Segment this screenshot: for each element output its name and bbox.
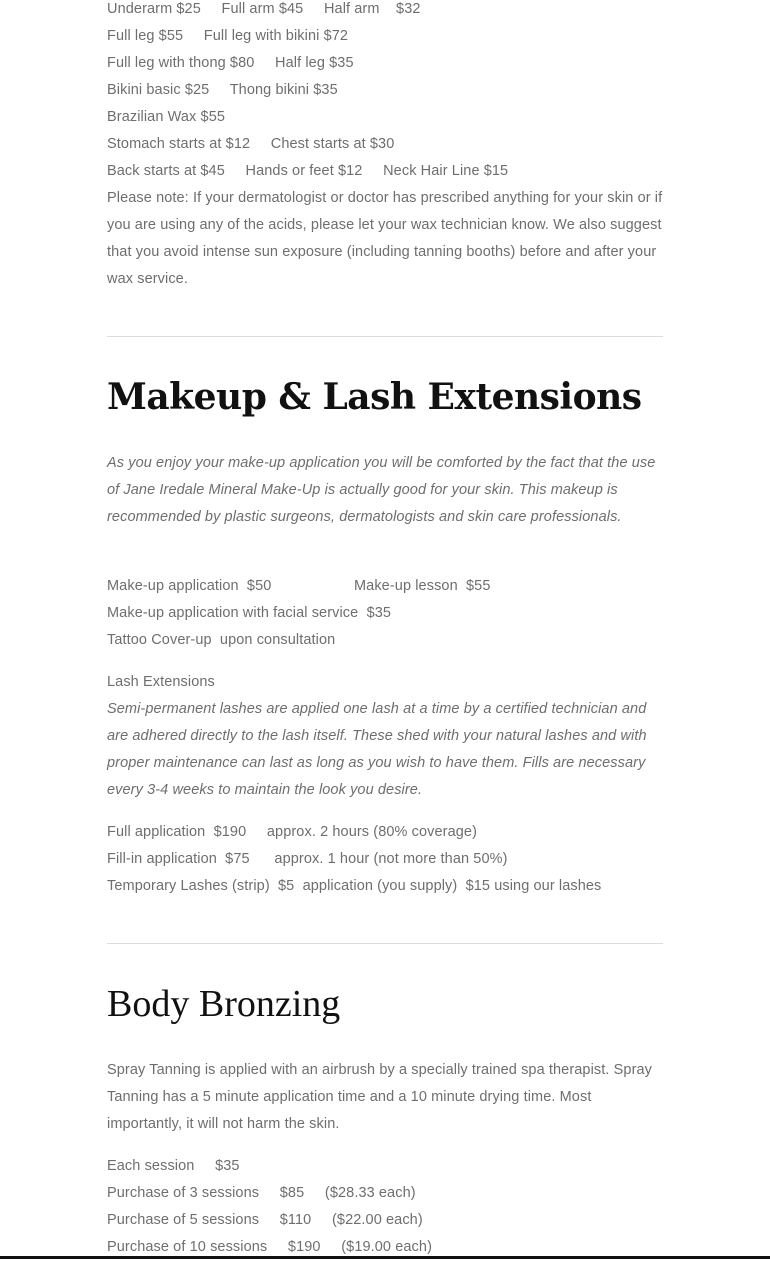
bronzing-price-line: Each session $35 bbox=[107, 1158, 240, 1174]
bronzing-price-line: Purchase of 3 sessions $85 ($28.33 each) bbox=[107, 1185, 416, 1201]
bronzing-price-list bbox=[107, 1153, 663, 1261]
makeup-intro bbox=[107, 450, 663, 531]
section-divider bbox=[107, 336, 663, 337]
makeup-price-line: Tattoo Cover-up upon consultation bbox=[107, 632, 336, 648]
wax-price-line: Underarm $25 Full arm $45 Half arm $32 bbox=[107, 1, 421, 17]
wax-price-line: Stomach starts at $12 Chest starts at $30 bbox=[107, 136, 395, 152]
makeup-price-list bbox=[107, 573, 663, 654]
bronzing-intro-text: Spray Tanning is applied with an airbrush by a specially trained spa therapist. Spray Tanning has a 5 minute application time and a 10 minute drying time. Most importantly, it will not harm the skin. bbox=[107, 1062, 653, 1132]
wax-price-line: Brazilian Wax $55 bbox=[107, 109, 226, 125]
bronzing-price-line: Purchase of 5 sessions $110 ($22.00 each) bbox=[107, 1212, 423, 1228]
makeup-price-line: Make-up application with facial service $35 bbox=[107, 605, 392, 621]
makeup-intro-text: As you enjoy your make-up application you will be comforted by the fact that the use of Jane Iredale Mineral Make-Up is actually good for your skin. This makeup is recommended by plastic surgeons, dermatologists and skin care professionals. bbox=[107, 455, 656, 525]
bronzing-price-line: Purchase of 10 sessions $190 ($19.00 each) bbox=[107, 1239, 432, 1255]
wax-note: Please note: If your dermatologist or doctor has prescribed anything for your skin or if you are using any of the acids, please let your wax technician know. We also suggest that you avoid intense sun exposure (including tanning booths) before and after your wax service. bbox=[107, 190, 663, 287]
wax-price-line: Back starts at $45 Hands or feet $12 Neck Hair Line $15 bbox=[107, 163, 509, 179]
wax-price-line: Full leg $55 Full leg with bikini $72 bbox=[107, 28, 349, 44]
wax-price-line: Bikini basic $25 Thong bikini $35 bbox=[107, 82, 338, 98]
lash-extensions bbox=[107, 669, 663, 804]
lash-price-line: Fill-in application $75 approx. 1 hour (not more than 50%) bbox=[107, 851, 508, 867]
lash-price-list bbox=[107, 819, 663, 900]
section-divider bbox=[107, 943, 663, 944]
wax-price-line: Full leg with thong $80 Half leg $35 bbox=[107, 55, 354, 71]
bronzing-section-title: Body Bronzing bbox=[107, 983, 341, 1025]
lash-subtitle: Lash Extensions bbox=[107, 674, 215, 690]
lash-price-line: Temporary Lashes (strip) $5 application (you supply) $15 using our lashes bbox=[107, 878, 602, 894]
wax-price-list bbox=[107, 0, 663, 293]
lash-price-line: Full application $190 approx. 2 hours (80% coverage) bbox=[107, 824, 478, 840]
makeup-price-line: Make-up application $50 Make-up lesson $55 bbox=[107, 578, 491, 594]
bronzing-intro bbox=[107, 1057, 663, 1138]
lash-intro-text: Semi-permanent lashes are applied one lash at a time by a certified technician and are adhered directly to the lash itself. These shed with your natural lashes and with proper maintenance can last as long as you wish to have them. Fills are necessary every 3-4 weeks to maintain the look you desire. bbox=[107, 701, 647, 798]
makeup-section-title: Makeup & Lash Extensions bbox=[107, 376, 642, 418]
